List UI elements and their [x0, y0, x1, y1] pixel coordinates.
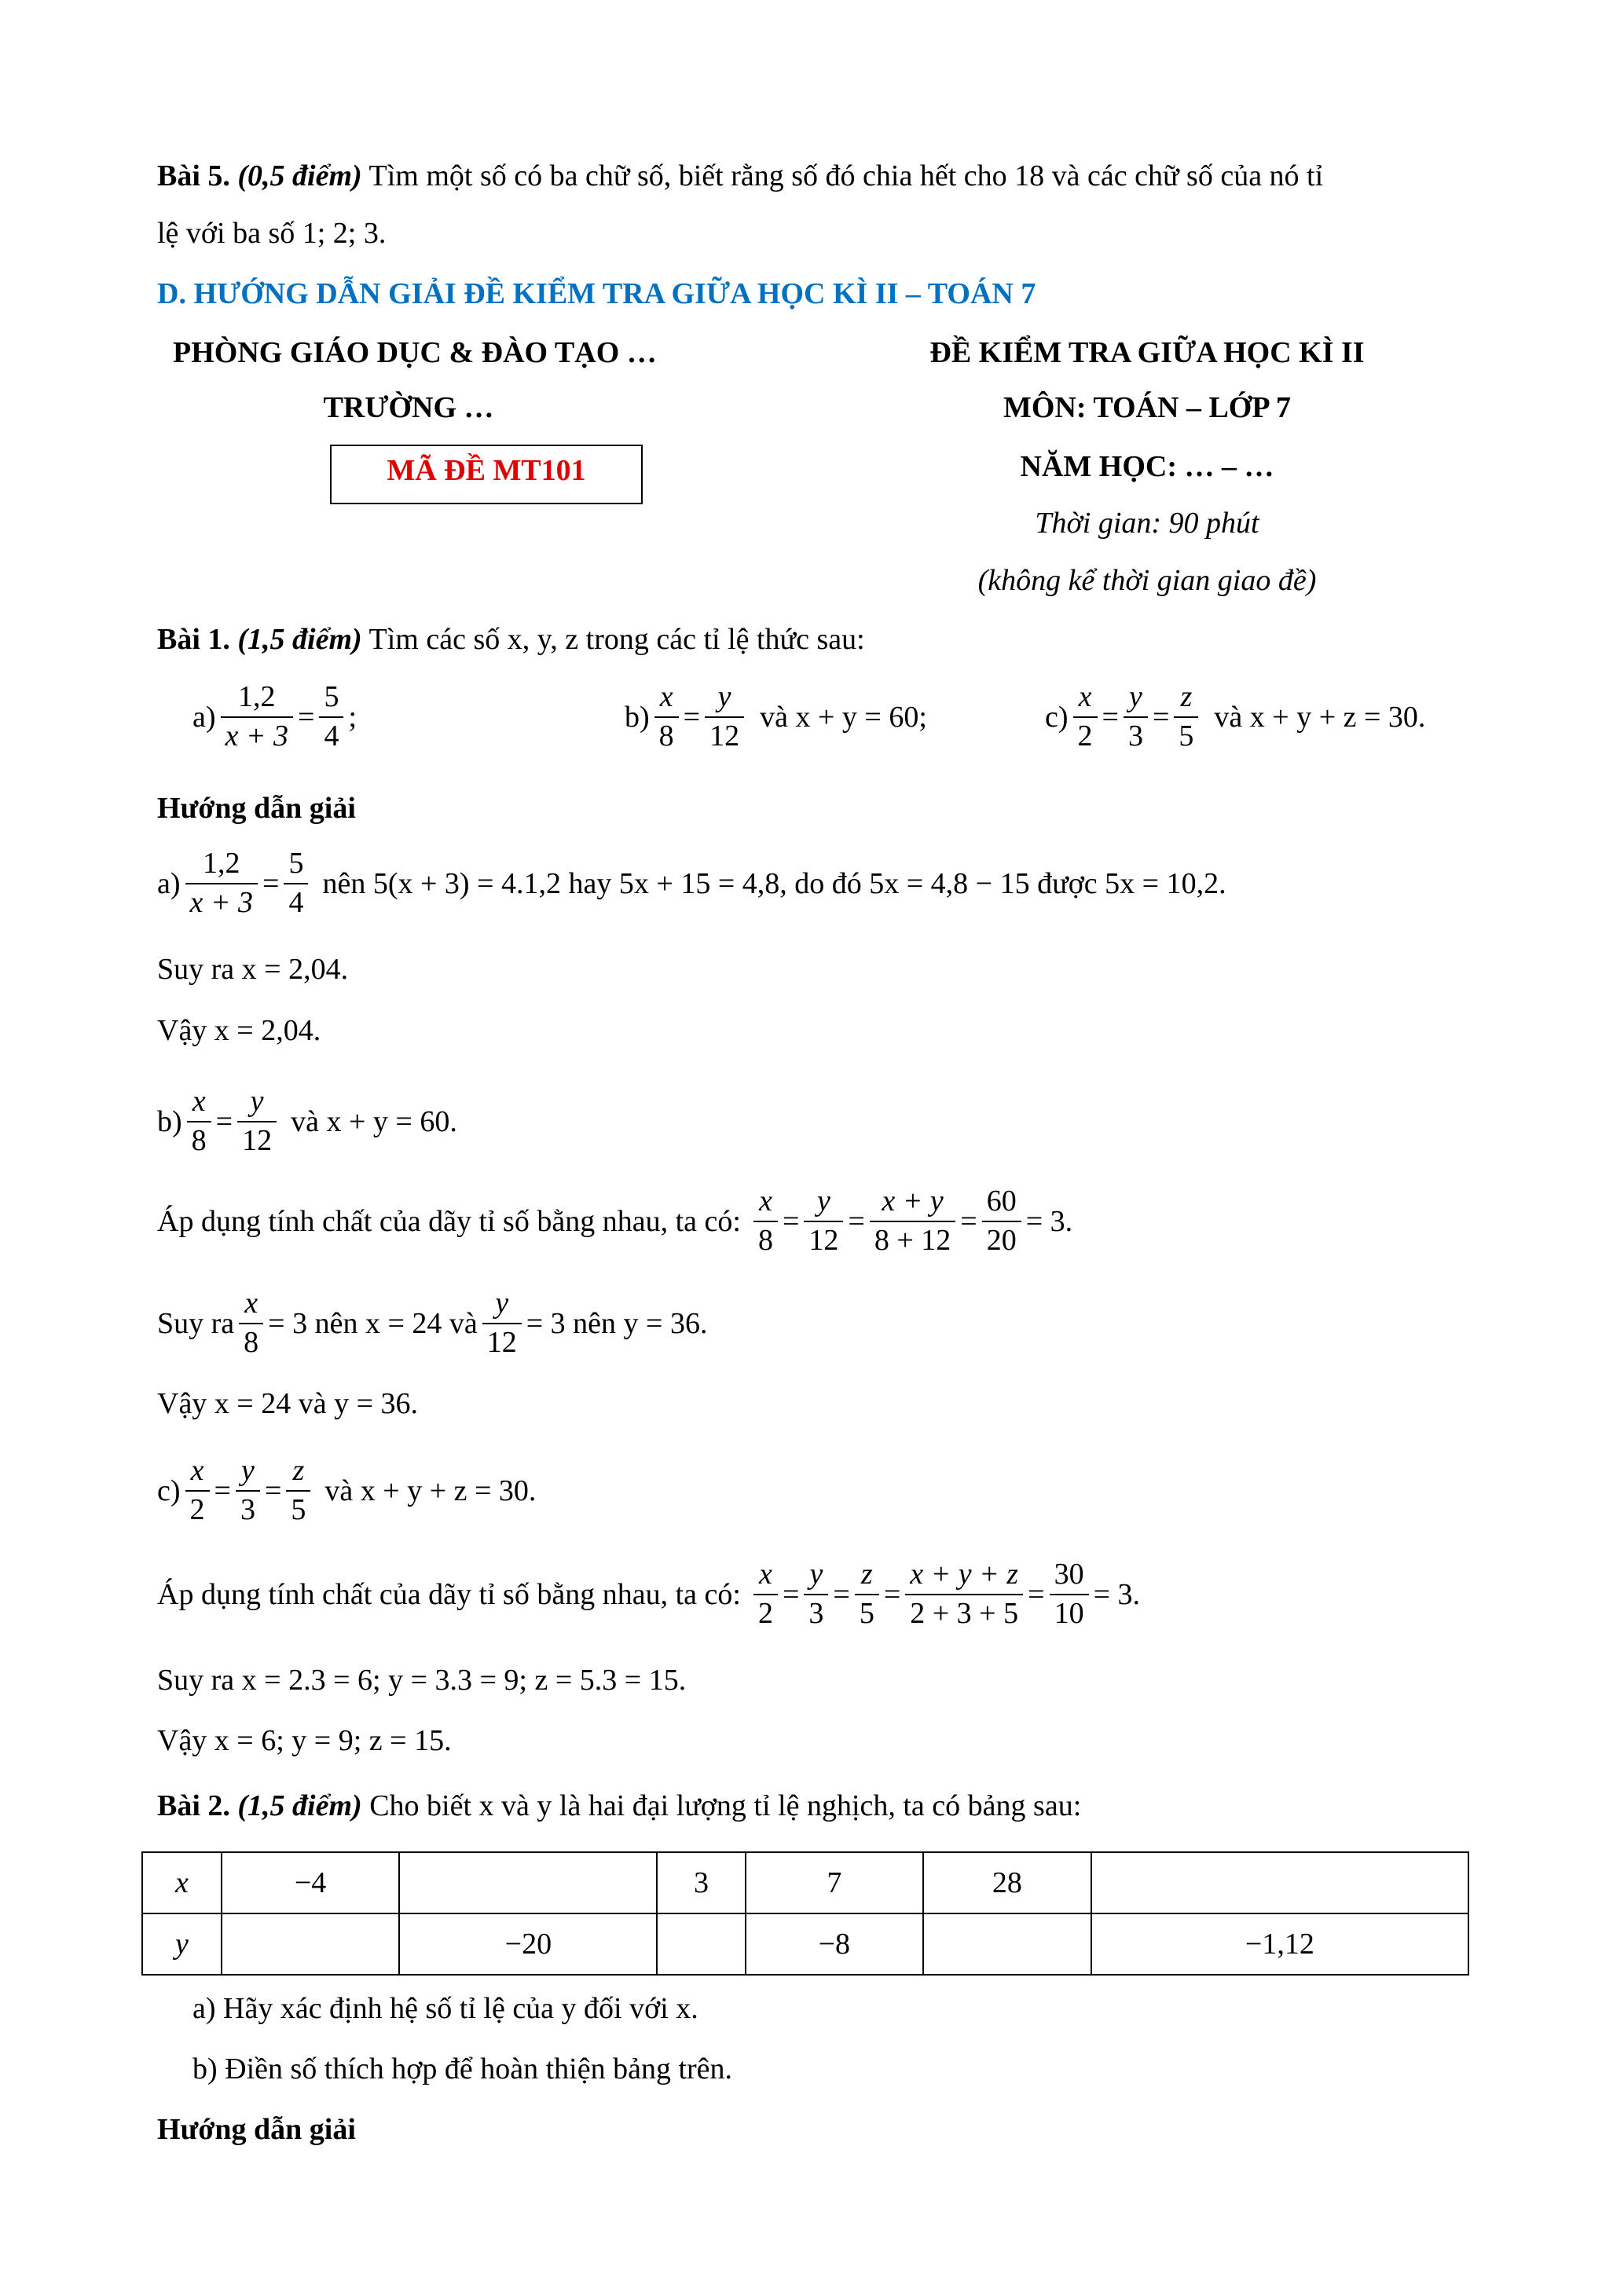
table-cell: 7 — [746, 1852, 924, 1913]
sol1-c: c) $\frac{x}{2}$ = $\frac{y}{3}$ = $\frac{z}{5}$ và x + y + z = 30. — [157, 1454, 537, 1526]
table-cell — [657, 1913, 745, 1975]
bai1-c-tail: và x + y + z = 30. — [1214, 700, 1426, 734]
header-left-line1: PHÒNG GIÁO DỤC & ĐÀO TẠO … — [173, 336, 657, 369]
header-left-line2: TRƯỜNG … — [323, 391, 494, 424]
table-cell: −1,12 — [1091, 1913, 1468, 1975]
sol1-b-apply: Áp dụng tính chất của dãy tỉ số bằng nhau, ta có: $\frac{x}{8}$ = $\frac{y}{12}$ = $\frac{x + y}{8 + 12}$ = $\frac{60}{20}$ = 3. — [157, 1185, 1073, 1257]
sol1-c-suy: Suy ra x = 2.3 = 6; y = 3.3 = 9; z = 5.3 = 15. — [157, 1664, 687, 1697]
bai1-label: Bài 1. — [157, 623, 230, 656]
bai2-table — [141, 1851, 1469, 1976]
table-cell: −20 — [399, 1913, 657, 1975]
bai1-b-prefix: b) — [625, 700, 650, 734]
section-title: D. HƯỚNG DẪN GIẢI ĐỀ KIỂM TRA GIỮA HỌC KÌ II – TOÁN 7 — [157, 277, 1036, 310]
bai5-points: (0,5 điểm) — [237, 159, 362, 192]
table-cell — [222, 1913, 400, 1975]
table-cell — [399, 1852, 657, 1913]
bai5-text1: Tìm một số có ba chữ số, biết rằng số đó chia hết cho 18 và các chữ số của nó tỉ — [368, 159, 1324, 192]
table-cell: 3 — [657, 1852, 745, 1913]
header-right-line1: ĐỀ KIỂM TRA GIỮA HỌC KÌ II — [929, 336, 1365, 369]
header-right-line3: NĂM HỌC: … – … — [1020, 450, 1274, 483]
table-cell: y — [142, 1913, 222, 1975]
bai1-text: Tìm các số x, y, z trong các tỉ lệ thức sau: — [368, 623, 865, 656]
guide-heading-2: Hướng dẫn giải — [157, 2113, 356, 2146]
exam-code: MÃ ĐỀ MT101 — [387, 454, 586, 487]
bai5-line2: lệ với ba số 1; 2; 3. — [157, 217, 387, 250]
table-cell: −4 — [222, 1852, 400, 1913]
sol1-a-vay: Vậy x = 2,04. — [157, 1014, 321, 1047]
table-cell: x — [142, 1852, 222, 1913]
table-cell: 28 — [923, 1852, 1091, 1913]
bai2-question-b: b) Điền số thích hợp để hoàn thiện bảng trên. — [192, 2052, 733, 2085]
header-right-line4: Thời gian: 90 phút — [1035, 507, 1259, 540]
sol1-b-suy: Suy ra $\frac{x}{8}$ = 3 nên x = 24 và $\frac{y}{12}$ = 3 nên y = 36. — [157, 1287, 708, 1359]
bai1-a-fraction: $\frac{1,2}{x + 3}$ — [221, 682, 294, 753]
bai1-points: (1,5 điểm) — [237, 623, 362, 656]
bai1-item-b: b) $\frac{x}{8}$ = $\frac{y}{12}$ và x + y = 60; — [625, 680, 927, 753]
bai5-label: Bài 5. — [157, 159, 230, 192]
table-cell: −8 — [746, 1913, 924, 1975]
header-right-line2: MÔN: TOÁN – LỚP 7 — [1003, 391, 1291, 424]
bai1-line — [157, 624, 865, 654]
sol1-b-vay: Vậy x = 24 và y = 36. — [157, 1387, 419, 1420]
table-row — [142, 1852, 1468, 1913]
sol1-a-text: nên 5(x + 3) = 4.1,2 hay 5x + 15 = 4,8, do đó 5x = 4,8 − 15 được 5x = 10,2. — [322, 866, 1226, 900]
bai2-question-a: a) Hãy xác định hệ số tỉ lệ của y đối với x. — [192, 1992, 698, 2025]
header-right-line5: (không kể thời gian giao đề) — [977, 564, 1317, 597]
bai2-line: Bài 2. (1,5 điểm) Cho biết x và y là hai đại lượng tỉ lệ nghịch, ta có bảng sau: — [157, 1789, 1082, 1822]
bai1-c-prefix: c) — [1045, 700, 1069, 734]
bai1-item-a: a) $\frac{1,2}{x + 3}$ = $\frac{5}{4}$ ; — [192, 680, 357, 753]
table-cell — [923, 1913, 1091, 1975]
table-row — [142, 1913, 1468, 1975]
sol1-b: b) $\frac{x}{8}$ = $\frac{y}{12}$ và x + y = 60. — [157, 1085, 457, 1157]
sol1-a-suy: Suy ra x = 2,04. — [157, 953, 349, 986]
table-cell — [1091, 1852, 1468, 1913]
bai1-item-c: c) $\frac{x}{2}$ = $\frac{y}{3}$ = $\frac{z}{5}$ và x + y + z = 30. — [1045, 680, 1426, 753]
bai1-a-prefix: a) — [192, 700, 216, 734]
bai1-b-tail: và x + y = 60; — [760, 700, 927, 734]
bai5-line1 — [157, 161, 1323, 191]
sol1-a: a) $\frac{1,2}{x + 3}$ = $\frac{5}{4}$ nên 5(x + 3) = 4.1,2 hay 5x + 15 = 4,8, do đó 5x = 4,8 − 15 được 5x = 10,2. — [157, 847, 1226, 919]
sol1-c-vay: Vậy x = 6; y = 9; z = 15. — [157, 1724, 452, 1757]
sol1-c-apply: Áp dụng tính chất của dãy tỉ số bằng nhau, ta có: $\frac{x}{2}$ = $\frac{y}{3}$ = $\frac{z}{5}$ = $\frac{x + y + z}{2 + 3 + 5}$ = $\frac{30}{10}$ = 3. — [157, 1558, 1140, 1630]
guide-heading-1: Hướng dẫn giải — [157, 792, 356, 825]
bai1-a-rhs-fraction: $\frac{5}{4}$ — [319, 682, 343, 753]
